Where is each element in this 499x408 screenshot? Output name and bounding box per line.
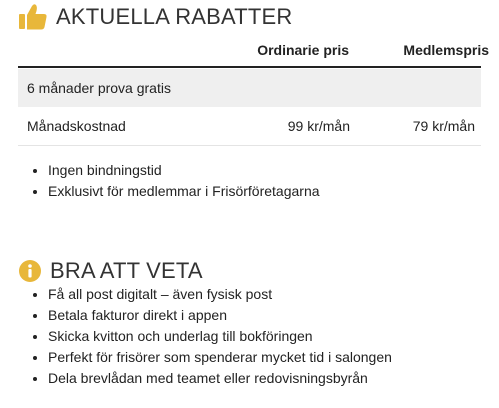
column-header-member-price: Medlemspris xyxy=(403,42,489,58)
list-item: • Betala fakturor direkt i appen xyxy=(48,305,392,326)
member-price-cell: 79 kr/mån xyxy=(412,118,475,134)
row-label: Månadskostnad xyxy=(27,118,126,134)
good-to-know-heading xyxy=(18,258,203,284)
ordinary-price-cell: 99 kr/mån xyxy=(287,118,350,134)
discount-benefits-list xyxy=(18,160,320,202)
column-header-ordinary-price: Ordinarie pris xyxy=(257,42,349,58)
table-header-divider xyxy=(18,66,481,68)
list-item: • Dela brevlådan med teamet eller redovisningsbyrån xyxy=(48,368,392,389)
list-item: • Få all post digitalt – även fysisk post xyxy=(48,284,392,305)
table-row xyxy=(18,69,481,107)
list-item: • Skicka kvitton och underlag till bokföringen xyxy=(48,326,392,347)
good-to-know-title: BRA ATT VETA xyxy=(50,258,203,283)
row-label: 6 månader prova gratis xyxy=(27,80,171,96)
discounts-title: AKTUELLA RABATTER xyxy=(56,4,293,29)
list-item: • Ingen bindningstid xyxy=(48,160,320,181)
good-to-know-list xyxy=(18,284,392,389)
list-item: • Exklusivt för medlemmar i Frisörföretagarna xyxy=(48,181,320,202)
list-item: • Perfekt för frisörer som spenderar mycket tid i salongen xyxy=(48,347,392,368)
thumbs-up-icon xyxy=(18,3,48,31)
info-circle-icon xyxy=(18,259,42,283)
table-row xyxy=(18,107,481,146)
discounts-heading xyxy=(18,3,293,31)
